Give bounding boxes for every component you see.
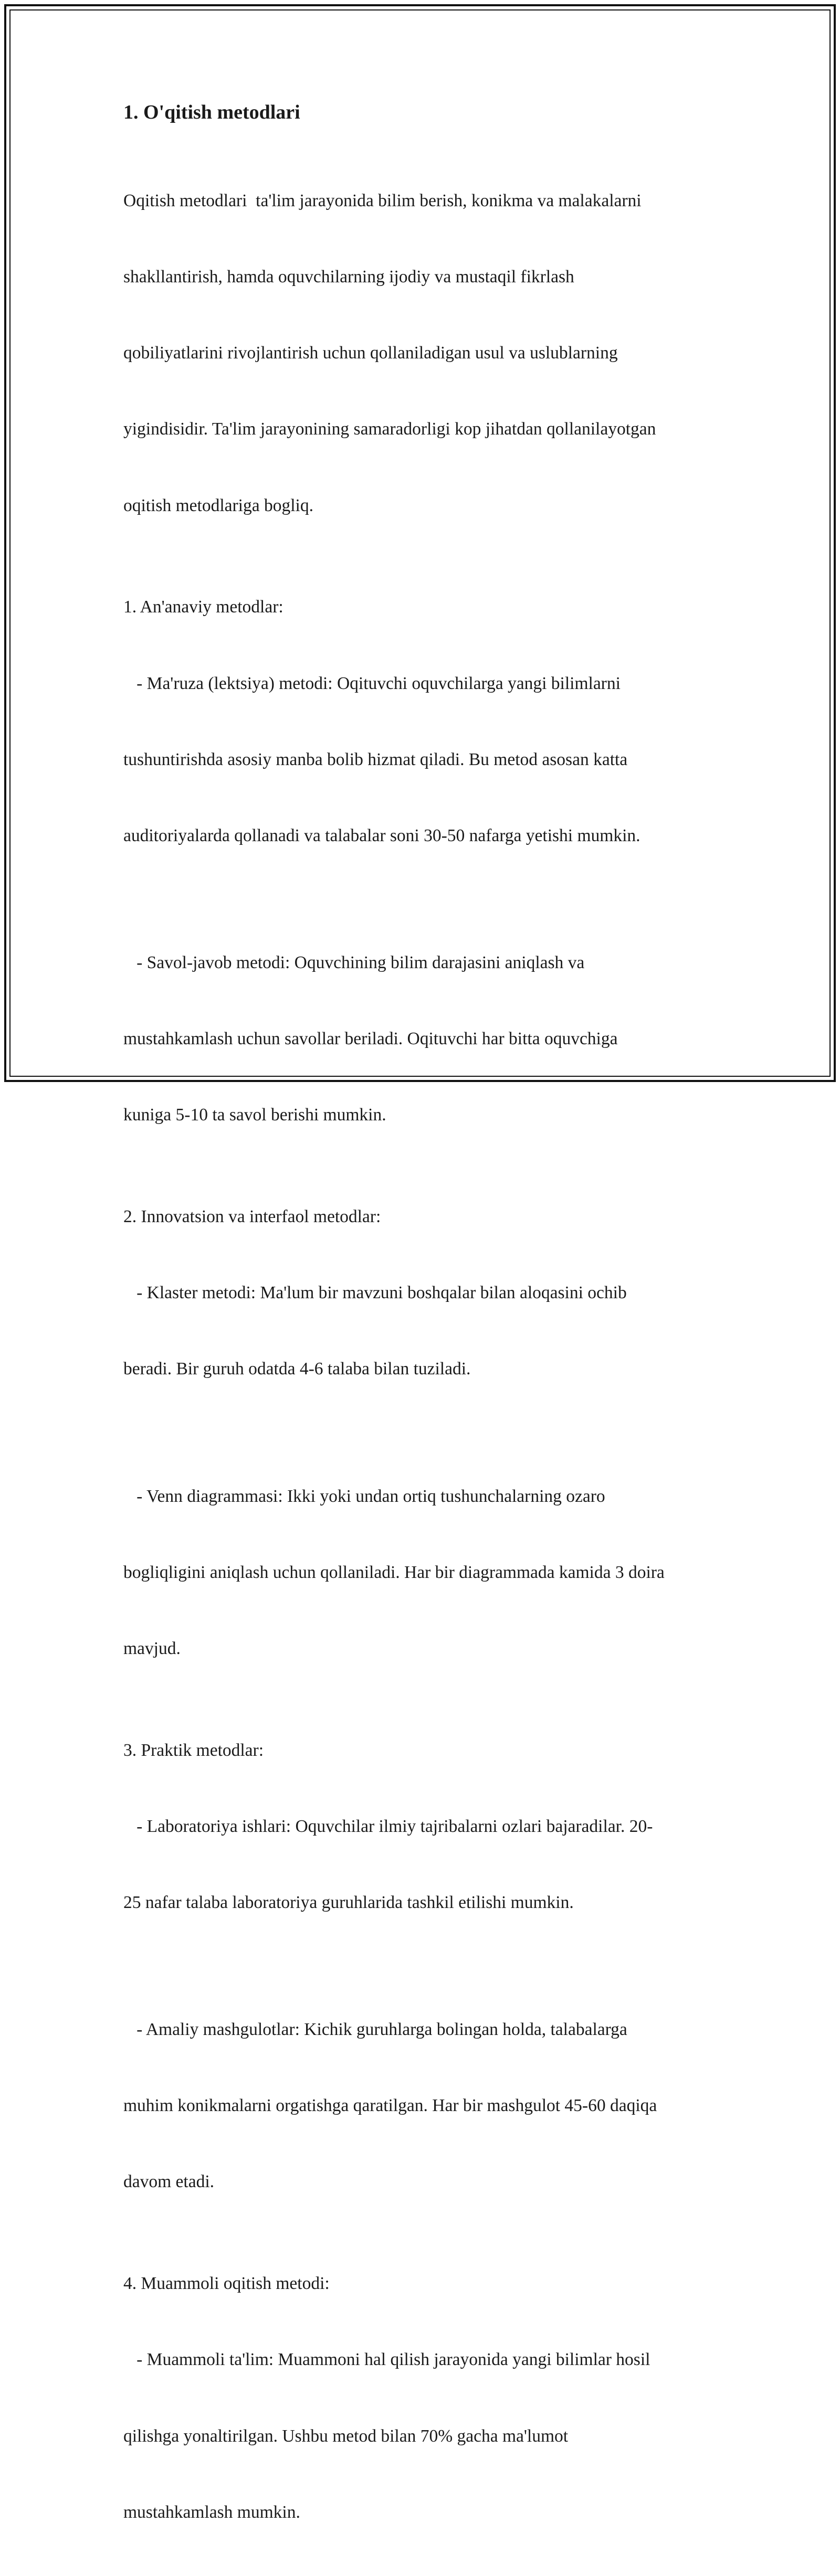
list-item <box>123 1229 722 1433</box>
item-line: kuniga 5-10 ta savol berishi mumkin. <box>123 1105 386 1125</box>
section-title: 1. An'anaviy metodlar: <box>123 597 284 617</box>
item-line: - Muammoli ta'lim: Muammoni hal qilish jarayonida yangi bilimlar hosil <box>123 2350 650 2370</box>
item-text: Klaster metodi: Ma'lum bir mavzuni boshqalar bilan aloqasini ochib <box>146 1283 627 1303</box>
section-title: 2. Innovatsion va interfaol metodlar: <box>123 1207 381 1227</box>
item-line: mustahkamlash uchun savollar beriladi. Oqituvchi har bitta oquvchiga <box>123 1029 618 1049</box>
item-line: tushuntirishda asosiy manba bolib hizmat qiladi. Bu metod asosan katta <box>123 749 628 769</box>
item-text: Ma'ruza (lektsiya) metodi: Oqituvchi oquvchilarga yangi bilimlarni <box>146 673 621 693</box>
document-body <box>123 98 722 2576</box>
section-title: 3. Praktik metodlar: <box>123 1740 264 1760</box>
item-line: - Ma'ruza (lektsiya) metodi: Oqituvchi oquvchilarga yangi bilimlarni <box>123 673 621 693</box>
list-item <box>123 620 722 899</box>
item-line: - Venn diagrammasi: Ikki yoki undan ortiq tushunchalarning ozaro <box>123 1486 605 1506</box>
item-line: 25 nafar talaba laboratoriya guruhlarida tashkil etilishi mumkin. <box>123 1892 574 1912</box>
item-line: davom etadi. <box>123 2172 215 2192</box>
list-item <box>123 1433 722 1712</box>
item-line: - Laboratoriya ishlari: Oquvchilar ilmiy tajribalarni ozlari bajaradilar. 20- <box>123 1816 653 1836</box>
section-practical-methods <box>123 1738 722 2246</box>
list-item <box>123 899 722 1179</box>
intro-line: Oqitish metodlari ta'lim jarayonida bilim berish, konikma va malakalarni <box>123 190 642 210</box>
list-item <box>123 1966 722 2245</box>
intro-line: oqitish metodlariga bogliq. <box>123 495 313 515</box>
item-line: muhim konikmalarni orgatishga qaratilgan. Har bir mashgulot 45-60 daqiqa <box>123 2096 657 2116</box>
item-text: Muammoli ta'lim: Muammoni hal qilish jarayonida yangi bilimlar hosil <box>146 2350 650 2370</box>
intro-line: yigindisidir. Ta'lim jarayonining samaradorligi kop jihatdan qollanilayotgan <box>123 419 656 439</box>
list-item <box>123 2296 722 2575</box>
intro-paragraph <box>123 137 722 569</box>
item-line: - Klaster metodi: Ma'lum bir mavzuni boshqalar bilan aloqasini ochib <box>123 1283 627 1303</box>
item-line: bogliqligini aniqlash uchun qollaniladi. Har bir diagrammada kamida 3 doira <box>123 1562 665 1582</box>
intro-line: shakllantirish, hamda oquvchilarning ijodiy va mustaqil fikrlash <box>123 267 574 287</box>
document-heading: 1. O'qitish metodlari <box>123 101 300 123</box>
section-problem-based-method <box>123 2271 722 2576</box>
item-line: - Amaliy mashgulotlar: Kichik guruhlarga bolingan holda, talabalarga <box>123 2020 627 2040</box>
section-traditional-methods <box>123 595 722 1179</box>
item-text: Savol-javob metodi: Oquvchining bilim darajasini aniqlash va <box>146 952 585 972</box>
item-text: Laboratoriya ishlari: Oquvchilar ilmiy tajribalarni ozlari bajaradilar. 20- <box>146 1816 653 1836</box>
item-line: auditoriyalarda qollanadi va talabalar soni 30-50 nafarga yetishi mumkin. <box>123 825 640 845</box>
intro-line: qobiliyatlarini rivojlantirish uchun qollaniladigan usul va uslublarning <box>123 343 618 363</box>
item-line: mavjud. <box>123 1638 181 1658</box>
item-line: beradi. Bir guruh odatda 4-6 talaba bilan tuziladi. <box>123 1359 471 1379</box>
section-innovative-methods <box>123 1204 722 1712</box>
section-title: 4. Muammoli oqitish metodi: <box>123 2274 330 2294</box>
list-item <box>123 1763 722 1966</box>
item-line: - Savol-javob metodi: Oquvchining bilim darajasini aniqlash va <box>123 952 585 972</box>
item-text: Venn diagrammasi: Ikki yoki undan ortiq tushunchalarning ozaro <box>146 1486 605 1506</box>
item-line: qilishga yonaltirilgan. Ushbu metod bilan 70% gacha ma'lumot <box>123 2426 569 2446</box>
item-line: mustahkamlash mumkin. <box>123 2502 300 2522</box>
item-text: Amaliy mashgulotlar: Kichik guruhlarga bolingan holda, talabalarga <box>145 2020 627 2040</box>
